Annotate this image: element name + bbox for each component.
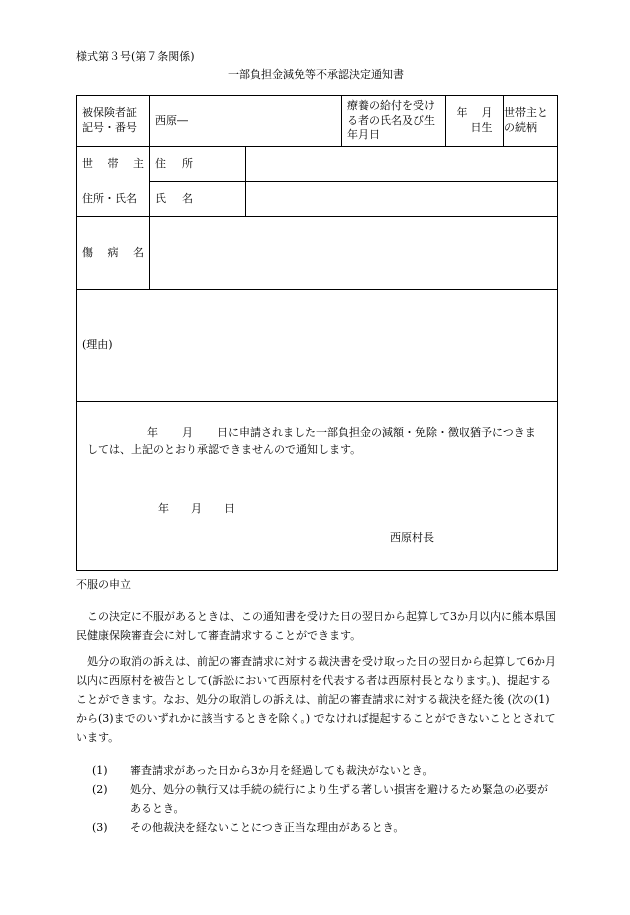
notice-year: 年 [147,426,158,439]
name-value [246,182,558,217]
notice-cell [77,402,558,571]
reason-cell [77,290,558,402]
householder-label-bottom: 住所・氏名 [82,191,137,205]
householder-label-cell [77,147,150,217]
disease-value [150,217,558,290]
birth-date-year: 年 [456,106,468,120]
birth-date-cell [446,96,504,147]
notice-date: 年 月 日 [158,502,235,515]
exception-list [92,761,556,837]
householder-label-top: 世 帯 主 [82,156,144,170]
notice-form-table [76,95,558,571]
relation-cell [504,96,558,147]
relation-label: 世帯主との続柄 [504,106,548,134]
notice-month: 月 [182,426,193,439]
document-title: 一部負担金減免等不承認決定通知書 [228,68,404,81]
list-item: (1) 審査請求があった日から3か月を経過しても裁決がないとき。 [92,764,434,777]
appeal-paragraph-2: 処分の取消の訴えは、前記の審査請求に対する裁決書を受け取った日の翌日から起算して6か月以内に西原村を被告として(訴訟において西原村を代表する者は西原村長となります。)、提起することができます。なお、処分の取消しの訴えは、前記の審査請求に対する裁決を経た後 (次の(1)から(3)までのいずれかに該当するときを除く。) でなければ提起することができないこととされています。 [76,655,556,744]
address-label-cell: 住 所 [150,147,246,182]
reason-label: (理由) [82,338,113,352]
address-value [246,147,558,182]
birth-date-month: 月 [481,106,493,120]
notice-text [87,424,546,458]
insured-number-label: 被保険者証記号・番号 [77,96,150,147]
list-item: (3) その他裁決を経ないことにつき正当な理由があるとき。 [92,821,405,834]
insured-number-prefix: 西原― [155,113,188,127]
disease-label-cell: 傷 病 名 [77,217,150,290]
notice-body: 日に申請されました一部負担金の減額・免除・徴収猶予につきましては、上記のとおり承認できませんので通知します。 [87,426,536,456]
birth-date-day: 日生 [470,121,493,134]
appeal-heading: 不服の申立 [76,578,131,591]
insured-number-value [150,96,342,147]
signatory: 西原村長 [390,531,434,544]
name-label-cell: 氏 名 [150,182,246,217]
appeal-paragraph-1: この決定に不服があるときは、この通知書を受けた日の翌日から起算して3か月以内に熊本県国民健康保険審査会に対して審査請求することができます。 [76,610,556,642]
form-number: 様式第３号(第７条関係) [76,50,195,63]
list-item: (2) 処分、処分の執行又は手続の続行により生ずる著しい損害を避けるため緊急の必要があるとき。 [92,783,548,815]
recipient-name-birth-label: 療養の給付を受ける者の氏名及び生年月日 [342,96,446,147]
